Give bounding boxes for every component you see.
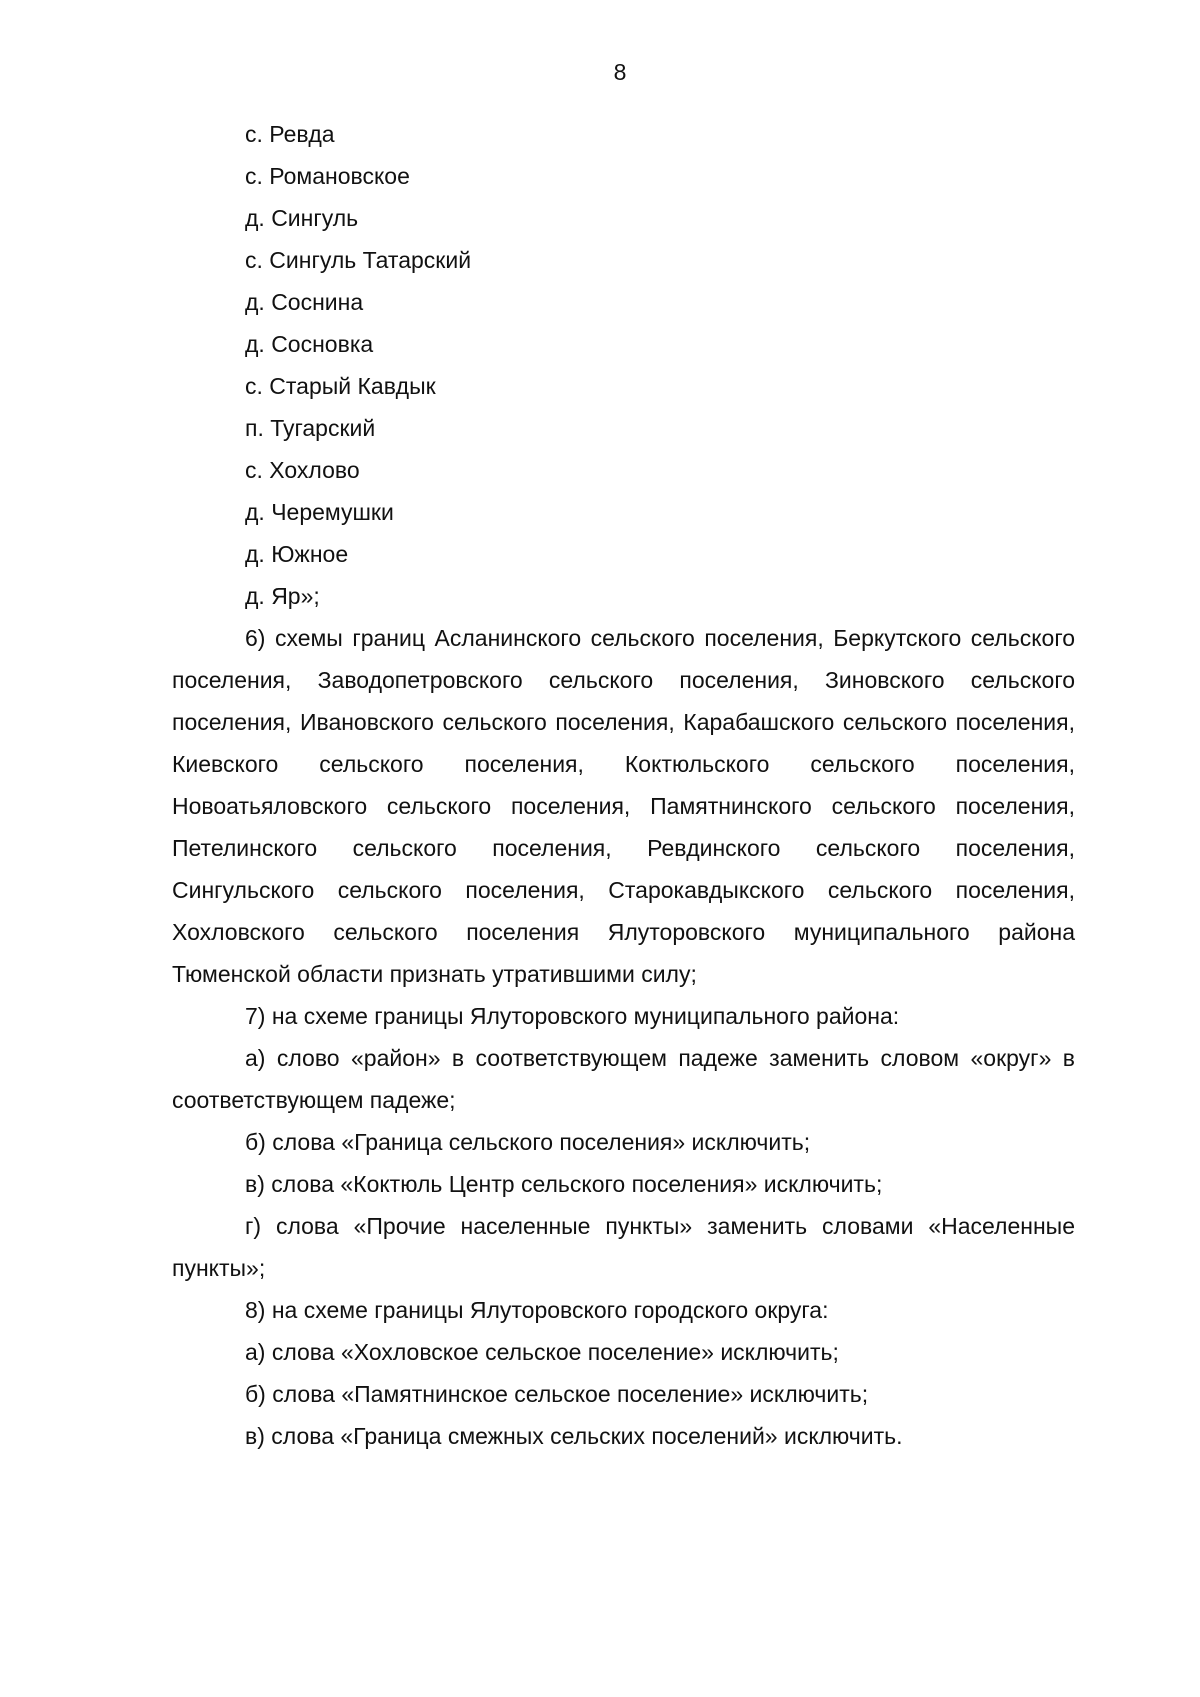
paragraph-item-7: 7) на схеме границы Ялуторовского муниципального района: xyxy=(245,1003,900,1029)
settlement-item: д. Сосновка xyxy=(245,331,374,357)
settlement-item: с. Старый Кавдык xyxy=(245,373,436,399)
paragraph-item-7c: в) слова «Коктюль Центр сельского поселения» исключить; xyxy=(245,1171,883,1197)
settlement-item: д. Южное xyxy=(245,541,349,567)
paragraph-item-7d: г) слова «Прочие населенные пункты» заменить словами «Населенные пункты»; xyxy=(172,1213,1075,1281)
settlement-item: с. Хохлово xyxy=(245,457,360,483)
paragraph-item-8a: а) слова «Хохловское сельское поселение» исключить; xyxy=(245,1339,839,1365)
paragraph-item-8c: в) слова «Граница смежных сельских поселений» исключить. xyxy=(245,1423,903,1449)
settlement-item: д. Черемушки xyxy=(245,499,394,525)
document-body xyxy=(172,113,1075,1457)
settlement-item: с. Сингуль Татарский xyxy=(245,247,472,273)
settlement-item: п. Тугарский xyxy=(245,415,376,441)
settlement-item: с. Романовское xyxy=(245,163,410,189)
settlement-item: д. Яр»; xyxy=(245,583,320,609)
paragraph-item-8: 8) на схеме границы Ялуторовского городского округа: xyxy=(245,1297,829,1323)
settlement-item: д. Сингуль xyxy=(245,205,359,231)
paragraph-item-7a: а) слово «район» в соответствующем падеже заменить словом «округ» в соответствующем падеже; xyxy=(172,1045,1075,1113)
settlement-item: д. Соснина xyxy=(245,289,364,315)
paragraph-item-6: 6) схемы границ Асланинского сельского поселения, Беркутского сельского поселения, Заводопетровского сельского поселения, Зиновского сельского поселения, Ивановского сельского поселения, Карабашского сельского поселения, Киевского сельского поселения, Коктюльского сельского поселения, Новоатьяловского сельского поселения, Памятнинского сельского поселения, Петелинского сельского поселения, Ревдинского сельского поселения, Сингульского сельского поселения, Старокавдыкского сельского поселения, Хохловского сельского поселения Ялуторовского муниципального района Тюменской области признать утратившими силу; xyxy=(172,625,1075,987)
settlement-item: с. Ревда xyxy=(245,121,335,147)
paragraph-item-8b: б) слова «Памятнинское сельское поселение» исключить; xyxy=(245,1381,869,1407)
page-number: 8 xyxy=(613,59,627,85)
paragraph-item-7b: б) слова «Граница сельского поселения» исключить; xyxy=(245,1129,811,1155)
